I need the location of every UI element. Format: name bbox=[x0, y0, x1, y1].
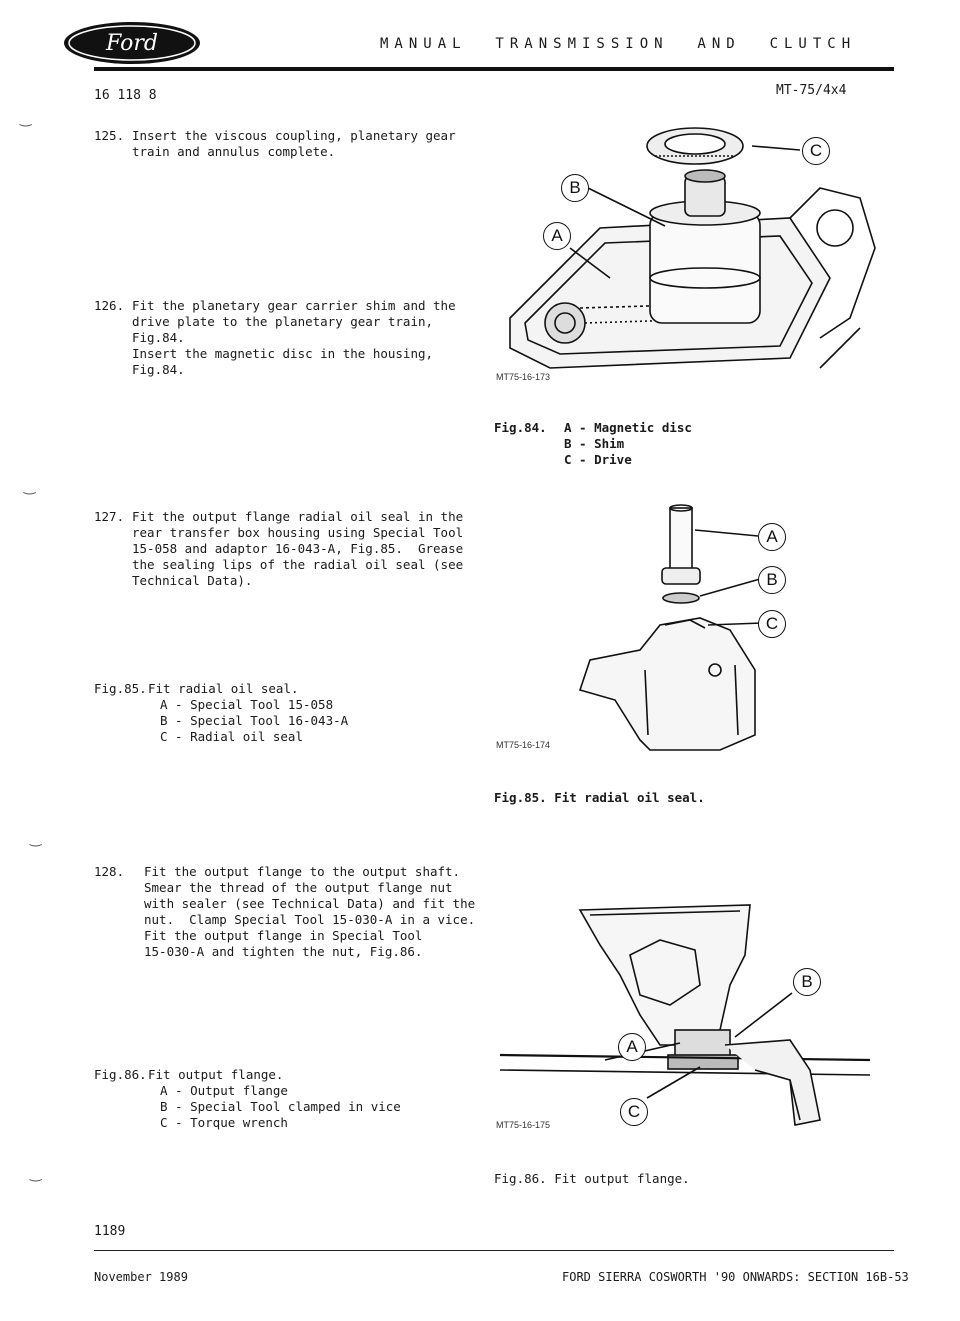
header-rule bbox=[94, 67, 894, 71]
legend-item: A - Special Tool 15-058 bbox=[160, 697, 334, 712]
step-number: 127. bbox=[94, 509, 125, 524]
callout-a: A bbox=[543, 222, 571, 250]
page-title: MANUAL TRANSMISSION AND CLUTCH bbox=[380, 36, 857, 52]
step-text: Insert the viscous coupling, planetary gear train and annulus complete. bbox=[132, 128, 456, 159]
figure-title: Fit output flange. bbox=[148, 1067, 284, 1082]
step-number: 126. bbox=[94, 298, 125, 313]
footer-section: FORD SIERRA COSWORTH '90 ONWARDS: SECTION 16B-53 bbox=[562, 1270, 909, 1284]
figure-code: MT75-16-175 bbox=[496, 1120, 551, 1130]
legend-item: C - Radial oil seal bbox=[160, 729, 303, 744]
callout-b: B bbox=[758, 566, 786, 594]
callout-a: A bbox=[758, 523, 786, 551]
legend-item: B - Special Tool 16-043-A bbox=[160, 713, 349, 728]
margin-mark: ‿ bbox=[24, 478, 36, 494]
legend-item: C - Torque wrench bbox=[160, 1115, 288, 1130]
figure-caption: Fig.85. Fit radial oil seal. bbox=[494, 790, 705, 805]
margin-mark: ‿ bbox=[20, 110, 32, 126]
margin-mark: ‿ bbox=[30, 1165, 42, 1181]
ford-logo bbox=[62, 20, 202, 66]
figure-85-illustration bbox=[490, 500, 880, 760]
margin-mark: ‿ bbox=[30, 830, 42, 846]
ford-logo-text: Ford bbox=[106, 31, 158, 56]
callout-a: A bbox=[618, 1033, 646, 1061]
step-text: Fit the output flange radial oil seal in the rear transfer box housing using Special Tool 15-058 and adaptor 16-043-A, Fig.85. Grease the sealing lips of the radial oil seal (see Technical Data). bbox=[132, 509, 464, 588]
figure-title: Fit radial oil seal. bbox=[148, 681, 299, 696]
footer-date: November 1989 bbox=[94, 1270, 188, 1284]
figure-label: Fig.85. bbox=[94, 681, 147, 696]
step-text: Fit the output flange to the output shaft. Smear the thread of the output flange nut with sealer (see Technical Data) and fit the nut. Clamp Special Tool 15-030-A in a vice. Fit the output flange in Special Tool 15-030-A and tighten the nut, Fig.86. bbox=[144, 864, 476, 959]
doc-code: 16 118 8 bbox=[94, 88, 157, 103]
step-number: 128. bbox=[94, 864, 125, 879]
footer-rule bbox=[94, 1250, 894, 1251]
figure-code: MT75-16-174 bbox=[496, 740, 551, 750]
callout-b: B bbox=[793, 968, 821, 996]
figure-caption: Fig.86. Fit output flange. bbox=[494, 1171, 690, 1186]
callout-c: C bbox=[620, 1098, 648, 1126]
callout-b: B bbox=[561, 174, 589, 202]
figure-84-illustration bbox=[490, 118, 880, 386]
legend-item: C - Drive bbox=[564, 452, 632, 467]
step-text: Fit the planetary gear carrier shim and the drive plate to the planetary gear train, Fig.84. Insert the magnetic disc in the housing, Fig.84. bbox=[132, 298, 456, 377]
model-code: MT-75/4x4 bbox=[776, 83, 847, 98]
figure-86-illustration bbox=[490, 895, 880, 1137]
figure-code: MT75-16-173 bbox=[496, 372, 551, 382]
legend-item: A - Output flange bbox=[160, 1083, 288, 1098]
page-number: 1189 bbox=[94, 1224, 126, 1239]
legend-item: B - Shim bbox=[564, 436, 625, 451]
callout-c: C bbox=[758, 610, 786, 638]
callout-c: C bbox=[802, 137, 830, 165]
figure-label: Fig.84. bbox=[494, 420, 547, 435]
step-number: 125. bbox=[94, 128, 125, 143]
legend-item: A - Magnetic disc bbox=[564, 420, 692, 435]
figure-label: Fig.86. bbox=[94, 1067, 147, 1082]
legend-item: B - Special Tool clamped in vice bbox=[160, 1099, 401, 1114]
